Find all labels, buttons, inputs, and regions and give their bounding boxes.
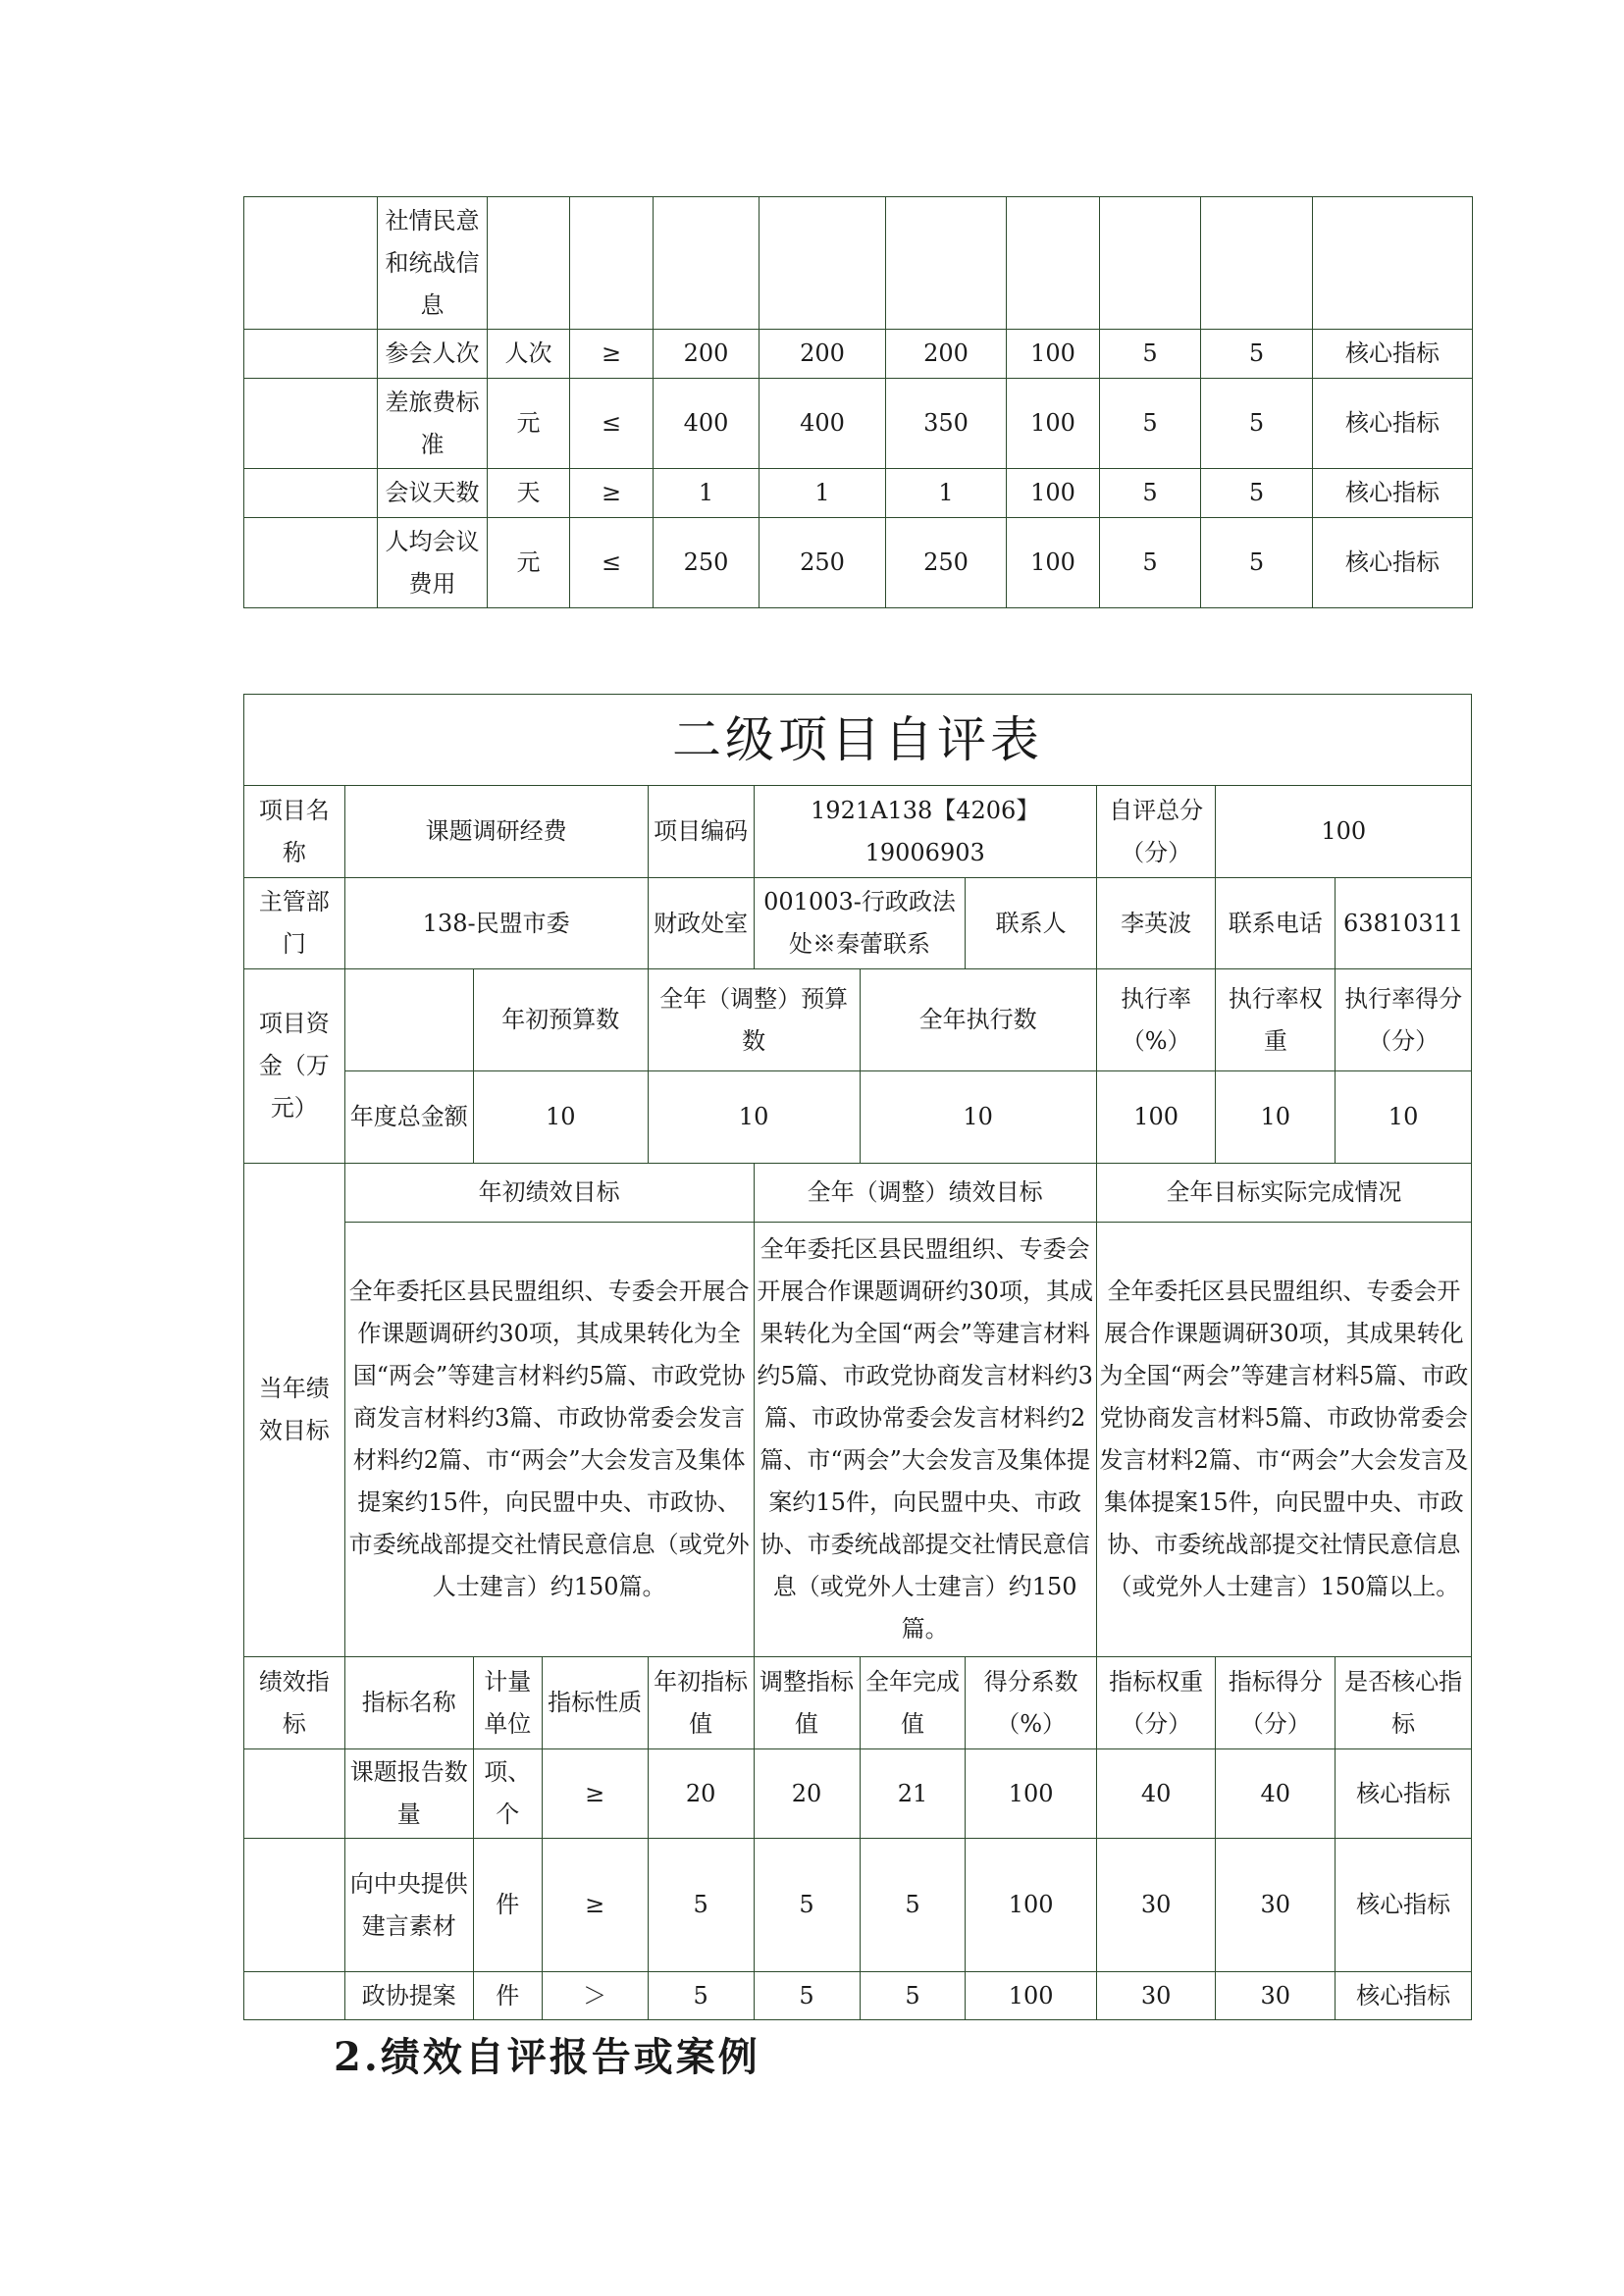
unit: 件: [473, 1972, 542, 2020]
goal-adjusted-text: 全年委托区县民盟组织、专委会开展合作课题调研约30项，其成果转化为全国“两会”等建言材料约5篇、市政党协商发言材料约3篇、市政协常委会发言材料约2篇、市“两会”大会发言及集体提案约15件，向民盟中央、市政协、市委统战部提交社情民意信息（或党外人士建言）约150篇。: [754, 1223, 1096, 1657]
initial-value: 20: [648, 1749, 754, 1839]
indicator-name: 向中央提供建言素材: [344, 1839, 473, 1972]
coef: 100: [966, 1749, 1096, 1839]
score: 5: [1201, 330, 1313, 379]
category-cell: [244, 469, 378, 518]
funds-value: 10: [473, 1071, 648, 1164]
indicator-header: 指标得分（分）: [1216, 1657, 1336, 1749]
indicator-label: 绩效指标: [244, 1657, 345, 1749]
done-value: 250: [886, 518, 1007, 608]
core: 核心指标: [1313, 469, 1473, 518]
category-cell: [244, 1839, 345, 1972]
score: 5: [1201, 518, 1313, 608]
adjusted-value: 1: [760, 469, 886, 518]
goal-header: 全年目标实际完成情况: [1096, 1164, 1471, 1223]
done-value: [886, 197, 1007, 330]
dept-value: 138-民盟市委: [344, 878, 648, 969]
indicator-header: 得分系数（%）: [966, 1657, 1096, 1749]
core: 核心指标: [1336, 1972, 1472, 2020]
category-cell: [244, 197, 378, 330]
unit: 件: [473, 1839, 542, 1972]
coef: 100: [1007, 518, 1100, 608]
table-row: [244, 786, 1472, 878]
funds-header: 年初预算数: [473, 969, 648, 1071]
table-row: [244, 197, 1473, 330]
funds-row-label: 年度总金额: [344, 1071, 473, 1164]
coef: 100: [1007, 330, 1100, 379]
nature: [570, 197, 654, 330]
initial-value: 5: [648, 1972, 754, 2020]
funds-header: 执行率权重: [1216, 969, 1336, 1071]
adjusted-value: 200: [760, 330, 886, 379]
score: 30: [1216, 1972, 1336, 2020]
finance-label: 财政处室: [648, 878, 754, 969]
nature: ≥: [542, 1749, 648, 1839]
funds-value: 10: [860, 1071, 1096, 1164]
table-row: [244, 878, 1472, 969]
indicator-header: 全年完成值: [860, 1657, 966, 1749]
funds-header: 全年（调整）预算数: [648, 969, 860, 1071]
goal-header: 全年（调整）绩效目标: [754, 1164, 1096, 1223]
category-cell: [244, 330, 378, 379]
phone-value: 63810311: [1336, 878, 1472, 969]
weight: 5: [1100, 379, 1201, 469]
goal-label: 当年绩效目标: [244, 1164, 345, 1657]
done-value: 21: [860, 1749, 966, 1839]
indicator-header: 是否核心指标: [1336, 1657, 1472, 1749]
nature: ≥: [570, 330, 654, 379]
funds-header: 执行率得分（分）: [1336, 969, 1472, 1071]
coef: [1007, 197, 1100, 330]
initial-value: 200: [654, 330, 760, 379]
initial-value: [654, 197, 760, 330]
funds-header: 全年执行数: [860, 969, 1096, 1071]
nature: ≤: [570, 518, 654, 608]
category-cell: [244, 518, 378, 608]
funds-header: 执行率（%）: [1096, 969, 1216, 1071]
table-row: [244, 969, 1472, 1071]
indicator-table-continued: [243, 196, 1473, 608]
indicator-name: 课题报告数量: [344, 1749, 473, 1839]
indicator-name: 参会人次: [378, 330, 488, 379]
unit: 元: [488, 518, 570, 608]
table-row: [244, 469, 1473, 518]
indicator-header: 指标名称: [344, 1657, 473, 1749]
done-value: 350: [886, 379, 1007, 469]
nature: ＞: [542, 1972, 648, 2020]
indicator-header: 调整指标值: [754, 1657, 860, 1749]
indicator-header: 指标性质: [542, 1657, 648, 1749]
weight: 5: [1100, 469, 1201, 518]
table-row: [244, 518, 1473, 608]
table-row: [244, 1071, 1472, 1164]
funds-value: 10: [1336, 1071, 1472, 1164]
done-value: 5: [860, 1972, 966, 2020]
category-cell: [244, 1749, 345, 1839]
core: 核心指标: [1336, 1749, 1472, 1839]
indicator-name: 会议天数: [378, 469, 488, 518]
table-row: [244, 330, 1473, 379]
table-row: [244, 1749, 1472, 1839]
core: 核心指标: [1336, 1839, 1472, 1972]
funds-label: 项目资金（万元）: [244, 969, 345, 1164]
adjusted-value: 5: [754, 1839, 860, 1972]
dept-label: 主管部门: [244, 878, 345, 969]
category-cell: [244, 1972, 345, 2020]
indicator-name: 差旅费标准: [378, 379, 488, 469]
project-name-value: 课题调研经费: [344, 786, 648, 878]
unit: 人次: [488, 330, 570, 379]
indicator-header: 计量单位: [473, 1657, 542, 1749]
section-heading: 2.绩效自评报告或案例: [334, 2034, 760, 2080]
nature: ≤: [570, 379, 654, 469]
project-code-value: 1921A138【4206】19006903: [754, 786, 1096, 878]
adjusted-value: 250: [760, 518, 886, 608]
unit: 项、个: [473, 1749, 542, 1839]
indicator-name: 政协提案: [344, 1972, 473, 2020]
table-row: [244, 1972, 1472, 2020]
score: 5: [1201, 379, 1313, 469]
unit: 元: [488, 379, 570, 469]
score: 30: [1216, 1839, 1336, 1972]
initial-value: 400: [654, 379, 760, 469]
blank-cell: [344, 969, 473, 1071]
table-row: [244, 1839, 1472, 1972]
goal-actual-text: 全年委托区县民盟组织、专委会开展合作课题调研30项，其成果转化为全国“两会”等建言材料5篇、市政党协商发言材料5篇、市政协常委会发言材料2篇、市“两会”大会发言及集体提案15件，向民盟中央、市政协、市委统战部提交社情民意信息（或党外人士建言）150篇以上。: [1096, 1223, 1471, 1657]
unit: 天: [488, 469, 570, 518]
total-score-label: 自评总分（分）: [1096, 786, 1216, 878]
done-value: 1: [886, 469, 1007, 518]
funds-value: 100: [1096, 1071, 1216, 1164]
coef: 100: [1007, 379, 1100, 469]
initial-value: 5: [648, 1839, 754, 1972]
done-value: 200: [886, 330, 1007, 379]
category-cell: [244, 379, 378, 469]
table-row: [244, 379, 1473, 469]
table-row: [244, 1223, 1472, 1657]
goal-initial-text: 全年委托区县民盟组织、专委会开展合作课题调研约30项，其成果转化为全国“两会”等建言材料约5篇、市政党协商发言材料约3篇、市政协常委会发言材料约2篇、市“两会”大会发言及集体提案约15件，向民盟中央、市政协、市委统战部提交社情民意信息（或党外人士建言）约150篇。: [344, 1223, 754, 1657]
total-score-value: 100: [1216, 786, 1472, 878]
nature: ≥: [542, 1839, 648, 1972]
core: [1313, 197, 1473, 330]
score: 40: [1216, 1749, 1336, 1839]
indicator-name: 人均会议费用: [378, 518, 488, 608]
table-row: [244, 1657, 1472, 1749]
indicator-name: 社情民意和统战信息: [378, 197, 488, 330]
indicator-header: 指标权重（分）: [1096, 1657, 1216, 1749]
weight: [1100, 197, 1201, 330]
phone-label: 联系电话: [1216, 878, 1336, 969]
funds-value: 10: [1216, 1071, 1336, 1164]
core: 核心指标: [1313, 518, 1473, 608]
score: 5: [1201, 469, 1313, 518]
indicator-header: 年初指标值: [648, 1657, 754, 1749]
form-title: 二级项目自评表: [244, 695, 1472, 786]
done-value: 5: [860, 1839, 966, 1972]
core: 核心指标: [1313, 379, 1473, 469]
coef: 100: [966, 1839, 1096, 1972]
weight: 40: [1096, 1749, 1216, 1839]
adjusted-value: 400: [760, 379, 886, 469]
weight: 5: [1100, 330, 1201, 379]
adjusted-value: 20: [754, 1749, 860, 1839]
initial-value: 1: [654, 469, 760, 518]
adjusted-value: 5: [754, 1972, 860, 2020]
project-name-label: 项目名称: [244, 786, 345, 878]
core: 核心指标: [1313, 330, 1473, 379]
coef: 100: [1007, 469, 1100, 518]
nature: ≥: [570, 469, 654, 518]
weight: 30: [1096, 1839, 1216, 1972]
initial-value: 250: [654, 518, 760, 608]
unit: [488, 197, 570, 330]
score: [1201, 197, 1313, 330]
funds-value: 10: [648, 1071, 860, 1164]
weight: 5: [1100, 518, 1201, 608]
table-row: [244, 1164, 1472, 1223]
project-code-label: 项目编码: [648, 786, 754, 878]
adjusted-value: [760, 197, 886, 330]
finance-value: 001003-行政政法处※秦蕾联系: [754, 878, 966, 969]
coef: 100: [966, 1972, 1096, 2020]
self-evaluation-form: [243, 694, 1472, 2020]
title-row: [244, 695, 1472, 786]
weight: 30: [1096, 1972, 1216, 2020]
contact-label: 联系人: [966, 878, 1096, 969]
goal-header: 年初绩效目标: [344, 1164, 754, 1223]
contact-value: 李英波: [1096, 878, 1216, 969]
